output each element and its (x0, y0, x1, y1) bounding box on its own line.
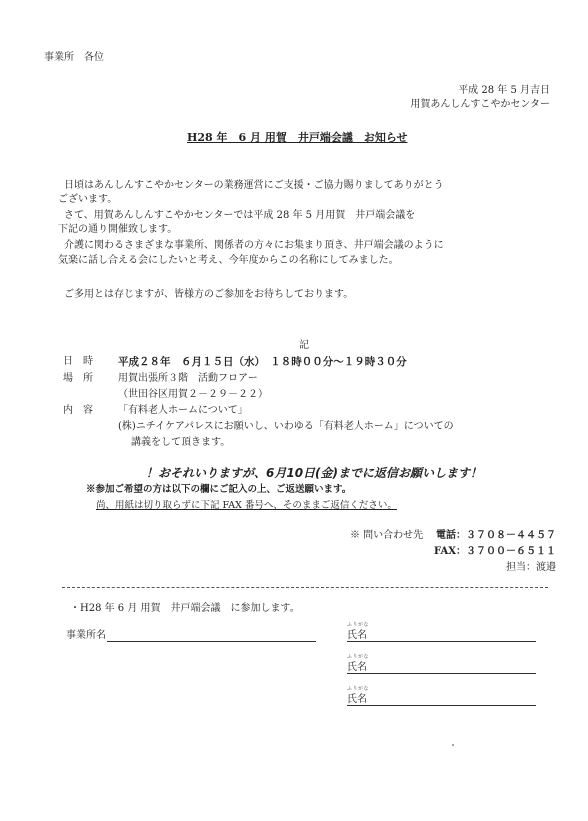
reply-deadline-notice: ！おそれいりますが、6月10日(金)までに返信お願いします！ (146, 466, 483, 480)
sender: 用賀あんしんすこやかセンター (410, 99, 550, 110)
content-description-line2: 講義をして頂きます。 (131, 437, 231, 448)
place-label: 場 所 (63, 373, 93, 384)
notice-title: H28 年 6 月 用賀 井戸端会議 お知らせ (187, 131, 408, 144)
office-name-field[interactable] (107, 641, 316, 642)
datetime-label: 日 時 (63, 356, 93, 367)
contact-fax: FAX：３７００－６５１１ (433, 546, 556, 557)
body-text-p4: ご多用とは存じますが、皆様方のご参加をお待ちしております。 (64, 289, 354, 300)
body-text-p1-line1: 日頃はあんしんすこやかセンターの業務運営にご支援・ご協力賜りましてありがとう (64, 180, 444, 191)
scan-speck (452, 744, 454, 746)
cut-line-divider (62, 587, 548, 588)
furigana-label-1: ふりがな (347, 622, 370, 628)
place-address: （世田谷区用賀２－２９－２２） (118, 389, 268, 400)
place-value: 用賀出張所３階 活動フロアー (118, 373, 258, 384)
form-intro: ・H28 年 6 月 用賀 井戸端会議 に参加します。 (70, 603, 300, 614)
body-text-p3-line1: 介護に関わるさまざまな事業所、関係者の方々にお集まり頂き、井戸端会議のように (64, 240, 444, 251)
ki-heading: 記 (299, 340, 309, 351)
body-text-p3-line2: 気楽に話し合える会にしたいと考え、今年度からこの名称にしてみました。 (58, 255, 399, 266)
furigana-label-2: ふりがな (347, 654, 370, 660)
body-text-p2-line1: さて、用賀あんしんすこやかセンターでは平成 28 年 5 月用賀 井戸端会議を (64, 210, 416, 221)
contact-tel: 電話：３７０８－４４５７ (436, 530, 556, 541)
fax-instruction: 尚、用紙は切り取らずに下記 FAX 番号へ、そのままご返信ください。 (96, 500, 397, 511)
contact-person: 担当：渡邉 (506, 562, 556, 573)
furigana-label-3: ふりがな (347, 686, 370, 692)
participant-name-field-2[interactable] (347, 673, 536, 674)
datetime-value: 平成２８年 ６月１５日（水） １８時００分～１９時３０分 (118, 356, 407, 368)
content-title: 「有料老人ホームについて」 (118, 405, 248, 416)
participant-name-label-1: 氏名 (347, 630, 367, 641)
content-description-line1: (株)ニチイケアパレスにお願いし、いわゆる「有料老人ホーム」についての (118, 421, 454, 432)
participant-name-label-3: 氏名 (347, 694, 367, 705)
issue-date: 平成 28 年 5 月吉日 (458, 85, 550, 96)
office-name-label: 事業所名 (66, 630, 106, 641)
contact-label: ※ 問い合わせ先 (350, 530, 424, 541)
reply-instruction: ※参加ご希望の方は以下の欄にご記入の上、ご返送願います。 (86, 484, 352, 495)
participant-name-field-3[interactable] (347, 705, 536, 706)
participant-name-field-1[interactable] (347, 641, 536, 642)
content-label: 内 容 (63, 405, 93, 416)
body-text-p1-line2: ございます。 (58, 194, 118, 205)
addressee: 事業所 各位 (44, 52, 104, 63)
participant-name-label-2: 氏名 (347, 662, 367, 673)
body-text-p2-line2: 下記の通り開催致します。 (58, 224, 178, 235)
